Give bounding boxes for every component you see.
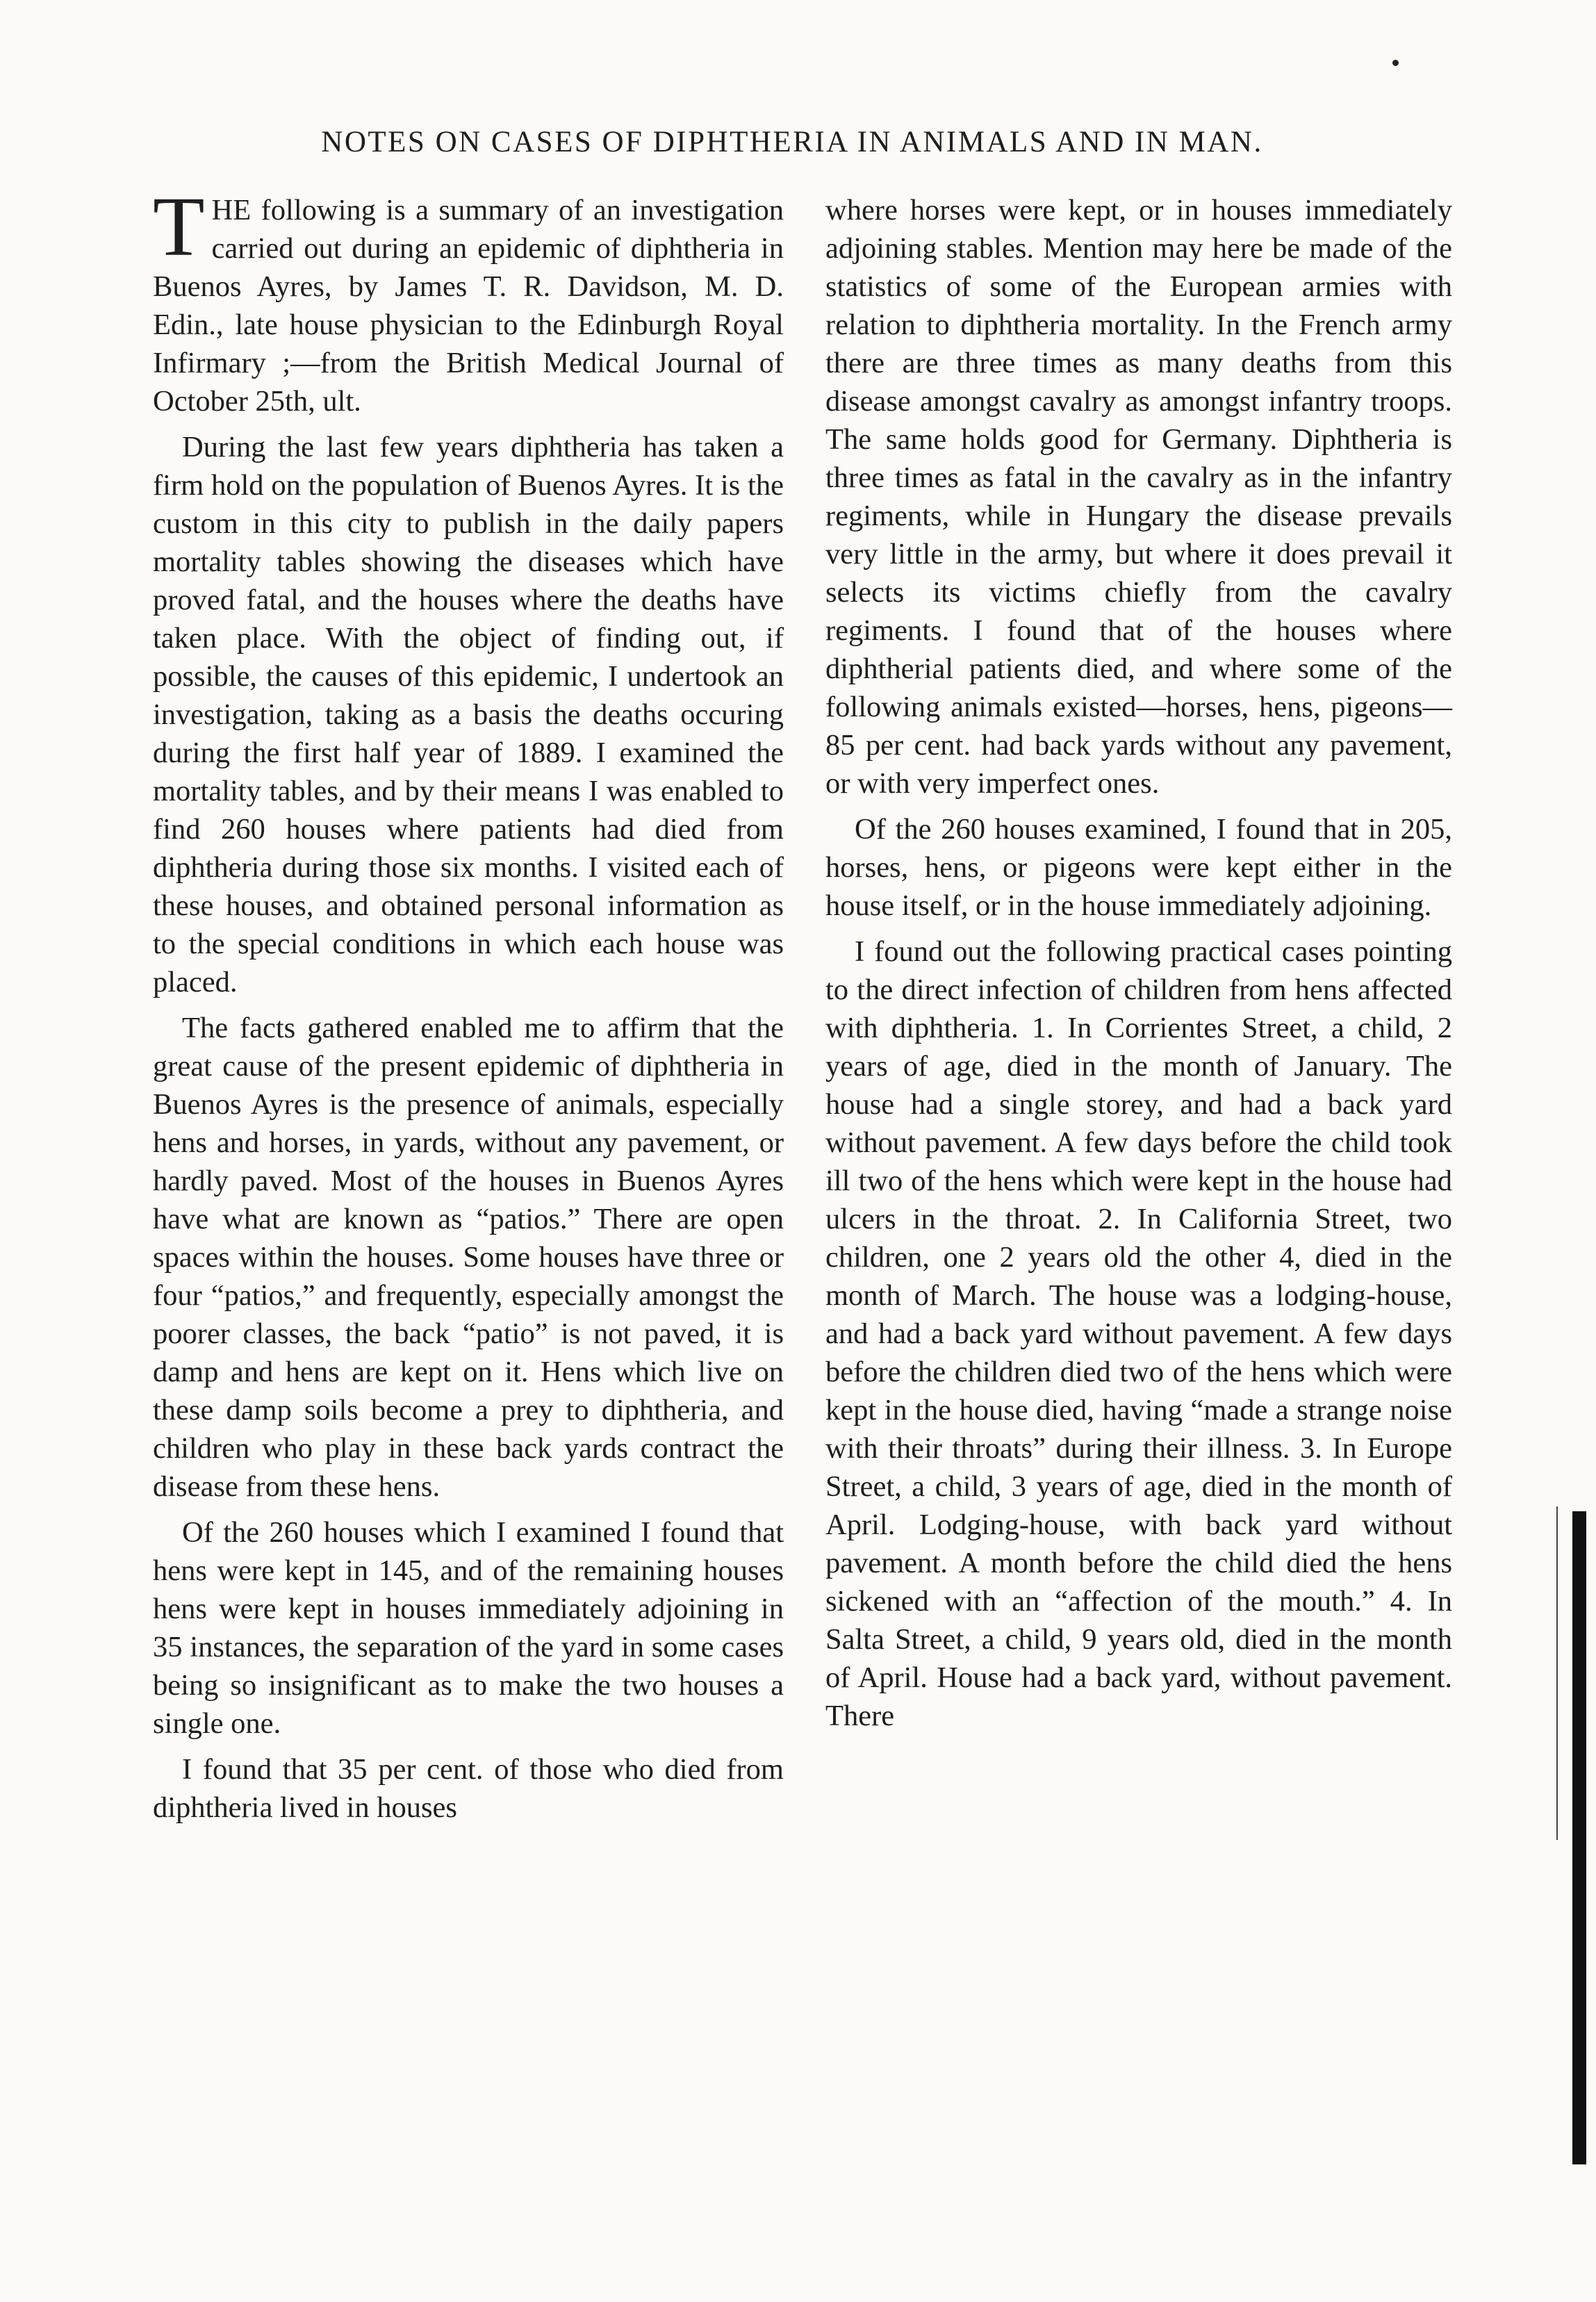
margin-rule xyxy=(1556,1506,1558,1840)
left-column xyxy=(153,180,784,1834)
page-mark-dot xyxy=(1392,60,1399,66)
page-edge-bar xyxy=(1572,1511,1586,2164)
paragraph-intro xyxy=(153,180,784,420)
paragraph-intro-text: HE following is a summary of an investigation carried out during an epidemic of diphtheria in Buenos Ayres, by James T. R. Davidson, M. D. Edin., late house physician to the Edinburgh Royal Infirmary ;—from the British Medical Journal of October 25th, ult. xyxy=(153,194,784,418)
paragraph: The facts gathered enabled me to affirm that the great cause of the present epidemic of diphtheria in Buenos Ayres is the presence of animals, especially hens and horses, in yards, without any pavement, or hardly paved. Most of the houses in Buenos Ayres have what are known as “patios.” There are open spaces within the houses. Some houses have three or four “patios,” and frequently, especially amongst the poorer classes, the back “patio” is not paved, it is damp and hens are kept on it. Hens which live on these damp soils become a prey to diphtheria, and children who play in these back yards contract the disease from these hens. xyxy=(153,1012,784,1503)
paragraph: Of the 260 houses examined, I found that in 205, horses, hens, or pigeons were kept either in the house itself, or in the house immediately adjoining. xyxy=(825,813,1452,922)
article-title: NOTES ON CASES OF DIPHTHERIA IN ANIMALS AND IN MAN. xyxy=(321,126,1263,158)
paragraph-continued: where horses were kept, or in houses immediately adjoining stables. Mention may here be made of the statistics of some of the European armies with relation to diphtheria mortality. In the French army there are three times as many deaths from this disease amongst cavalry as amongst infantry troops. The same holds good for Germany. Diphtheria is three times as fatal in the cavalry as in the infantry regiments, while in Hungary the disease prevails very little in the army, but where it does prevail it selects its victims chiefly from the cavalry regiments. I found that of the houses where diphtherial patients died, and where some of the following animals existed—horses, hens, pigeons—85 per cent. had back yards without any pavement, or with very imperfect ones. xyxy=(825,194,1452,800)
paragraph: I found out the following practical cases pointing to the direct infection of children from hens affected with diphtheria. 1. In Corrientes Street, a child, 2 years of age, died in the month of January. The house had a single storey, and had a back yard without pavement. A few days before the child took ill two of the hens which were kept in the house had ulcers in the throat. 2. In California Street, two children, one 2 years old the other 4, died in the month of March. The house was a lodging-house, and had a back yard without pavement. A few days before the children died two of the hens which were kept in the house died, having “made a strange noise with their throats” during their illness. 3. In Europe Street, a child, 3 years of age, died in the month of April. Lodging-house, with back yard without pavement. A month before the child died the hens sickened with an “affection of the mouth.” 4. In Salta Street, a child, 9 years old, died in the month of April. House had a back yard, without pavement. There xyxy=(825,935,1452,1732)
paragraph: Of the 260 houses which I examined I found that hens were kept in 145, and of the remaining houses hens were kept in houses immediately adjoining in 35 instances, the separation of the yard in some cases being so insignificant as to make the two houses a single one. xyxy=(153,1516,784,1740)
right-column xyxy=(825,191,1452,1743)
paragraph: During the last few years diphtheria has taken a firm hold on the population of Buenos Ayres. It is the custom in this city to publish in the daily papers mortality tables showing the diseases which have proved fatal, and the houses where the deaths have taken place. With the object of finding out, if possible, the causes of this epidemic, I undertook an investigation, taking as a basis the deaths occuring during the first half year of 1889. I examined the mortality tables, and by their means I was enabled to find 260 houses where patients had died from diphtheria during those six months. I visited each of these houses, and obtained personal information as to the special conditions in which each house was placed. xyxy=(153,431,784,998)
drop-cap: T xyxy=(153,180,205,274)
paragraph: I found that 35 per cent. of those who died from diphtheria lived in houses xyxy=(153,1753,784,1824)
